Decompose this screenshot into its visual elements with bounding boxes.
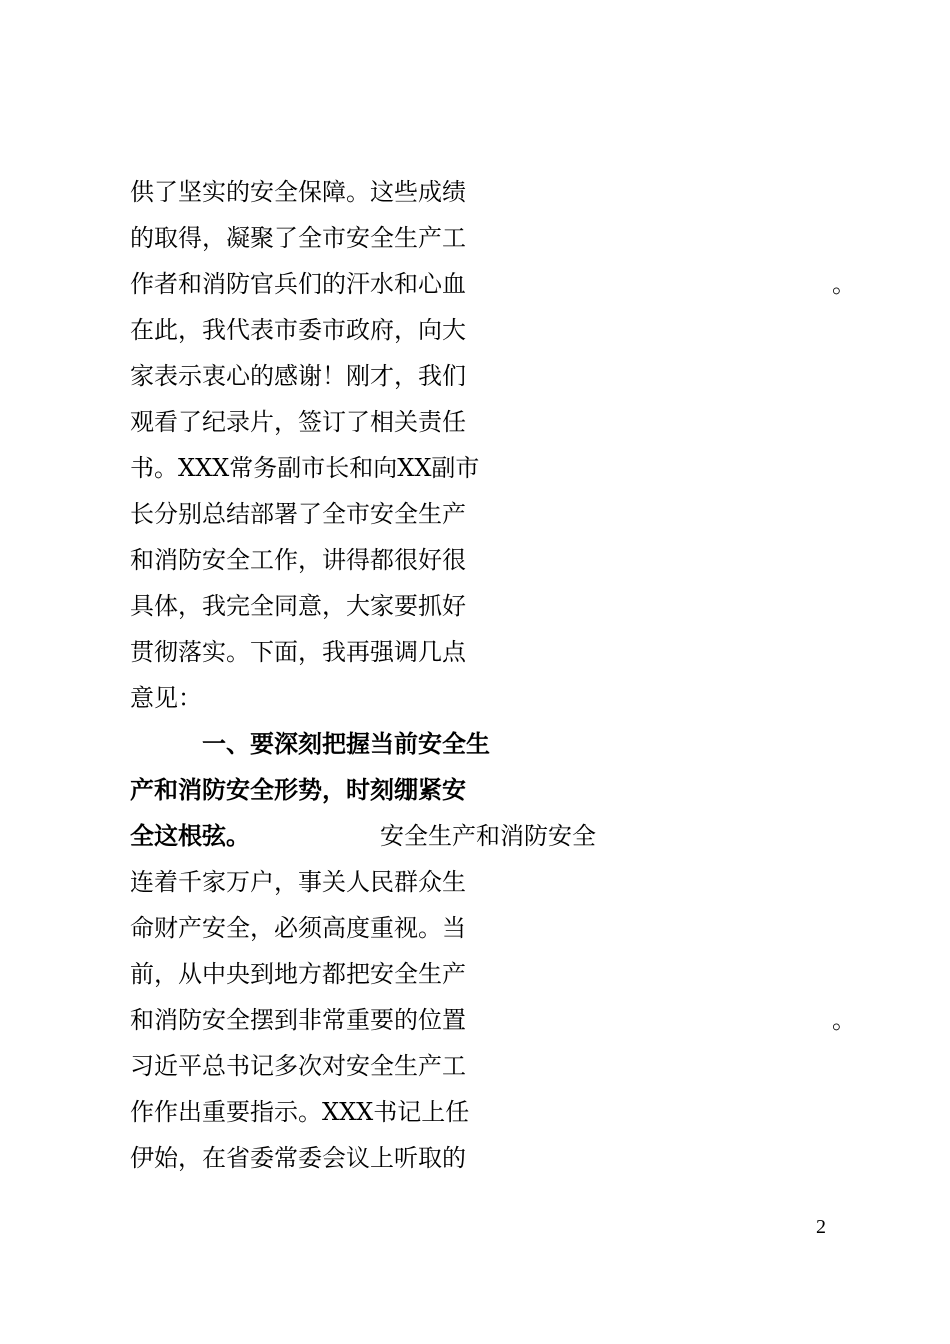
body-line-7: 书。XXX常务副市长和向XX副市 [130,454,480,482]
body-line-20: 伊始，在省委常委会议上听取的 [130,1144,466,1172]
body-line-13: 安全生产和消防安全 [380,822,596,850]
body-line-16: 前，从中央到地方都把安全生产 [130,960,466,988]
body-line-19: 作作出重要指示。XXX书记上任 [130,1098,470,1126]
body-line-4: 在此，我代表市委市政府，向大 [130,316,466,344]
overflow-punctuation-1: 。 [832,270,856,298]
body-line-12: 意见： [130,684,202,712]
body-line-15: 命财产安全，必须高度重视。当 [130,914,466,942]
body-line-3: 作者和消防官兵们的汗水和心血 [130,270,466,298]
body-line-6: 观看了纪录片，签订了相关责任 [130,408,466,436]
body-line-8: 长分别总结部署了全市安全生产 [130,500,466,528]
body-line-18: 习近平总书记多次对安全生产工 [130,1052,466,1080]
body-line-1: 供了坚实的安全保障。这些成绩 [130,178,466,206]
heading-line-1: 一、要深刻把握当前安全生 [202,729,490,758]
page-number: 2 [816,1216,826,1238]
overflow-punctuation-2: 。 [832,1006,856,1034]
body-line-9: 和消防安全工作，讲得都很好很 [130,546,466,574]
heading-line-3: 全这根弦。 [130,821,250,850]
body-line-10: 具体，我完全同意，大家要抓好 [130,592,466,620]
body-line-2: 的取得，凝聚了全市安全生产工 [130,224,466,252]
heading-line-2: 产和消防安全形势，时刻绷紧安 [130,775,466,804]
body-line-17: 和消防安全摆到非常重要的位置 [130,1006,466,1034]
body-line-14: 连着千家万户，事关人民群众生 [130,868,466,896]
body-line-11: 贯彻落实。下面，我再强调几点 [130,638,466,666]
body-line-5: 家表示衷心的感谢！刚才，我们 [130,362,466,390]
